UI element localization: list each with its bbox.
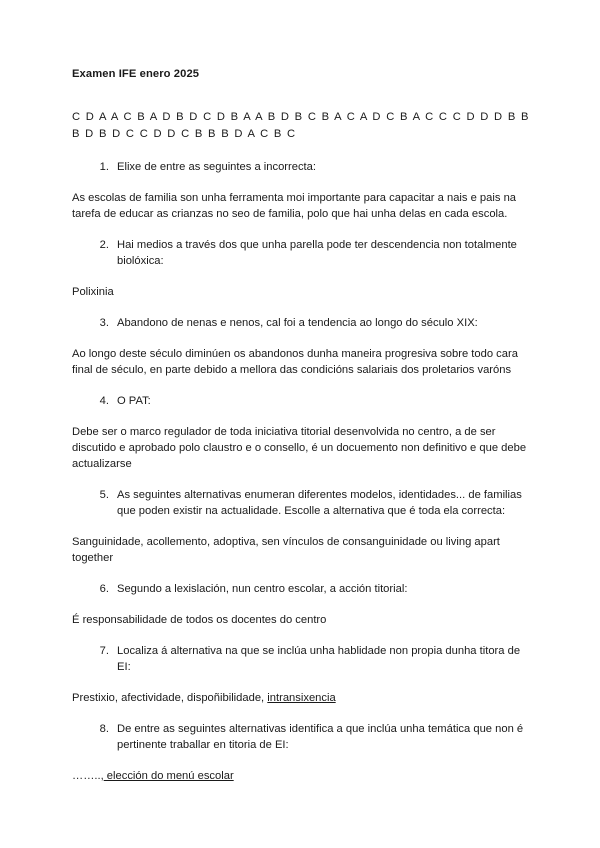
- answer-key: C D A A C B A D B D C D B A A B D B C B A C A D C B A C C C D D D B B B D B D C C D D C B B B D A C B C: [72, 111, 530, 140]
- question-number: 7.: [99, 645, 109, 657]
- question-item: [72, 237, 530, 269]
- answer-text: Sanguinidade, acollemento, adoptiva, sen vínculos de consanguinidade ou living apart together: [72, 536, 500, 564]
- question-item: [72, 393, 530, 409]
- question-text: Segundo a lexislación, nun centro escolar, a acción titorial:: [117, 583, 408, 595]
- question-number: 1.: [99, 161, 109, 173]
- question-number: 3.: [99, 317, 109, 329]
- document-title: Examen IFE enero 2025: [72, 68, 200, 80]
- answer-underlined: intransixencia: [267, 692, 336, 704]
- question-text: Abandono de nenas e nenos, cal foi a tendencia ao longo do século XIX:: [117, 317, 478, 329]
- question-number: 4.: [99, 395, 109, 407]
- question-text: O PAT:: [117, 395, 151, 407]
- question-text: Localiza á alternativa na que se inclúa unha hablidade non propia dunha titora de EI:: [117, 645, 521, 673]
- question-number: 6.: [99, 583, 109, 595]
- question-number: 2.: [99, 239, 109, 251]
- question-text: Elixe de entre as seguintes a incorrecta:: [117, 161, 316, 173]
- question-item: [72, 721, 530, 753]
- answer-text: As escolas de familia son unha ferramenta moi importante para capacitar a nais e pais na tarefa de educar as crianzas no seo de familia, polo que hai unha delas en cada escola.: [72, 192, 517, 220]
- question-number: 5.: [99, 489, 109, 501]
- question-text: De entre as seguintes alternativas identifica a que inclúa unha temática que non é pertinente traballar en titoria de EI:: [117, 723, 524, 751]
- answer-text: É responsabilidade de todos os docentes do centro: [72, 614, 327, 626]
- answer-text: [72, 768, 530, 784]
- answer-text: Ao longo deste século diminúen os abandonos dunha maneira progresiva sobre todo cara final de século, en parte debido a mellora das condicións salariais dos proletarios varóns: [72, 348, 518, 376]
- question-number: 8.: [99, 723, 109, 735]
- question-text: As seguintes alternativas enumeran diferentes modelos, identidades... de familias que poden existir na actualidade. Escolle a alternativa que é toda ela correcta:: [117, 489, 522, 517]
- question-text: Hai medios a través dos que unha parella pode ter descendencia non totalmente biolóxica:: [117, 239, 517, 267]
- answer-prefix: Prestixio, afectividade, dispoñibilidade,: [72, 692, 268, 704]
- answer-text: Debe ser o marco regulador de toda iniciativa titorial desenvolvida no centro, a de ser discutido e aprobado polo claustro e o consello, é un docuemento non definitivo e que debe actualizarse: [72, 426, 527, 470]
- question-item: [72, 581, 530, 597]
- answer-text: [72, 690, 530, 706]
- question-item: [72, 315, 530, 331]
- answer-prefix: ……..,: [72, 770, 104, 782]
- question-item: [72, 159, 530, 175]
- answer-underlined: elección do menú escolar: [103, 770, 234, 782]
- question-item: [72, 487, 530, 519]
- question-item: [72, 643, 530, 675]
- answer-text: Polixinia: [72, 286, 114, 298]
